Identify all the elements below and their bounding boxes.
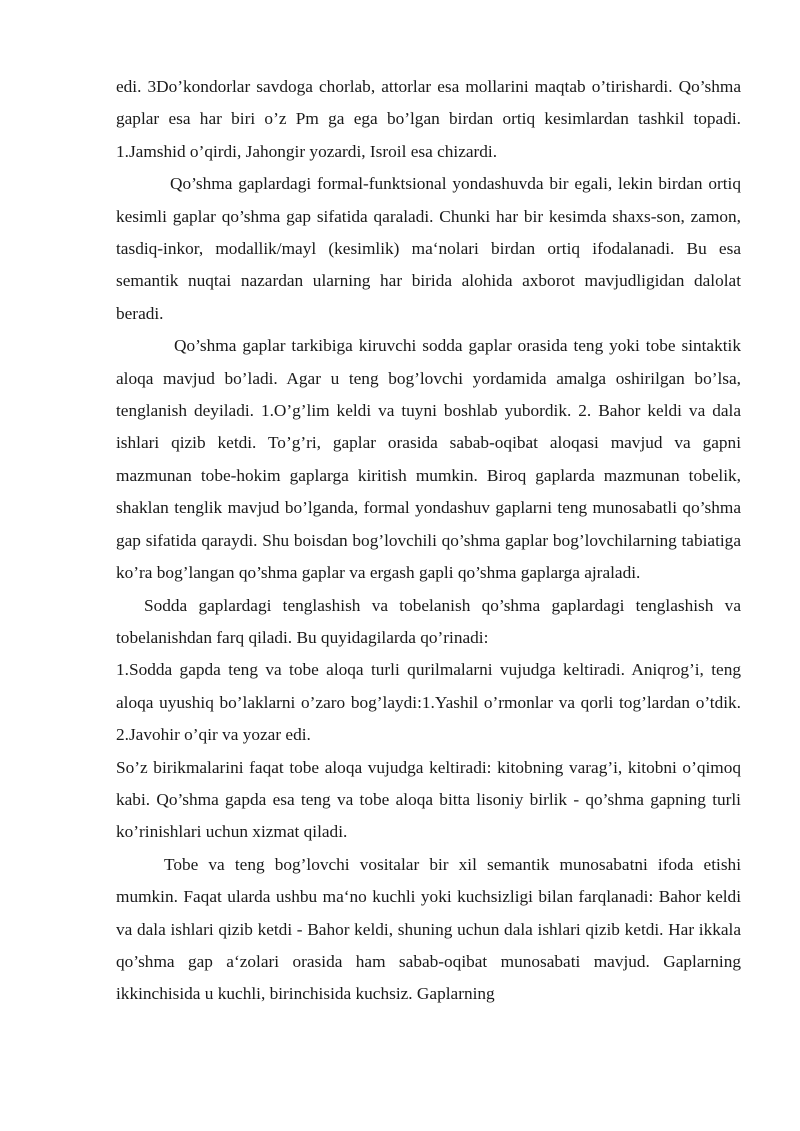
paragraph: So’z birikmalarini faqat tobe aloqa vujudga keltiradi: kitobning varag’i, kitobni o’qimoq kabi. Qo’shma gapda esa teng va tobe aloqa bitta lisoniy birlik - qo’shma gapning turli ko’rinishlari uchun xizmat qiladi. bbox=[116, 757, 741, 842]
paragraph: Sodda gaplardagi tenglashish va tobelanish qo’shma gaplardagi tenglashish va tobelanishdan farq qiladi. Bu quyidagilarda qo’rinadi: bbox=[116, 595, 741, 647]
paragraph: Tobe va teng bog’lovchi vositalar bir xil semantik munosabatni ifoda etishi mumkin. Faqat ularda ushbu ma‘no kuchli yoki kuchsizligi bilan farqlanadi: Bahor keldi va dala ishlari qizib ketdi - Bahor keldi, shuning uchun dala ishlari qizib ketdi. Har ikkala qo’shma gap a‘zolari orasida ham sabab-oqibat munosabati mavjud. Gaplarning ikkinchisida u kuchli, birinchisida kuchsiz. Gaplarning bbox=[116, 854, 741, 1004]
paragraph: Qo’shma gaplardagi formal-funktsional yondashuvda bir egali, lekin birdan ortiq kesimli gaplar qo’shma gap sifatida qaraladi. Chunki har bir kesimda shaxs-son, zamon, tasdiq-inkor, modallik/mayl (kesimlik) ma‘nolari birdan ortiq ifodalanadi. Bu esa semantik nuqtai nazardan ularning har birida alohida axborot mavjudligidan dalolat beradi. bbox=[116, 174, 741, 323]
paragraph: 1.Sodda gapda teng va tobe aloqa turli qurilmalarni vujudga keltiradi. Aniqrog’i, teng aloqa uyushiq bo’laklarni o’zaro bog’laydi:1.Yashil o’rmonlar va qorli tog’lardan o’tdik. 2.Javohir o’qir va yozar edi. bbox=[116, 660, 741, 745]
paragraph: edi. 3Do’kondorlar savdoga chorlab, attorlar esa mollarini maqtab o’tirishardi. Qo’shma gaplar esa har biri o’z Pm ga ega bo’lgan birdan ortiq kesimlardan tashkil topadi. 1.Jamshid o’qirdi, Jahongir yozardi, Isroil esa chizardi. bbox=[116, 77, 741, 161]
paragraph: Qo’shma gaplar tarkibiga kiruvchi sodda gaplar orasida teng yoki tobe sintaktik aloqa mavjud bo’ladi. Agar u teng bog’lovchi yordamida amalga oshirilgan bo’lsa, tenglanish deyiladi. 1.O’g’lim keldi va tuyni boshlab yubordik. 2. Bahor keldi va dala ishlari qizib ketdi. To’g’ri, gaplar orasida sabab-oqibat aloqasi mavjud va gapni mazmunan tobe-hokim gaplarga kiritish mumkin. Biroq gaplarda mazmunan tobelik, shaklan tenglik mavjud bo’lganda, formal yondashuv gaplarni teng munosabatli qo’shma gap sifatida qaraydi. Shu boisdan bog’lovchili qo’shma gaplar bog’lovchilarning tabiatiga ko’ra bog’langan qo’shma gaplar va ergash gapli qo’shma gaplarga ajraladi. bbox=[116, 336, 741, 583]
document-page bbox=[116, 71, 741, 1011]
